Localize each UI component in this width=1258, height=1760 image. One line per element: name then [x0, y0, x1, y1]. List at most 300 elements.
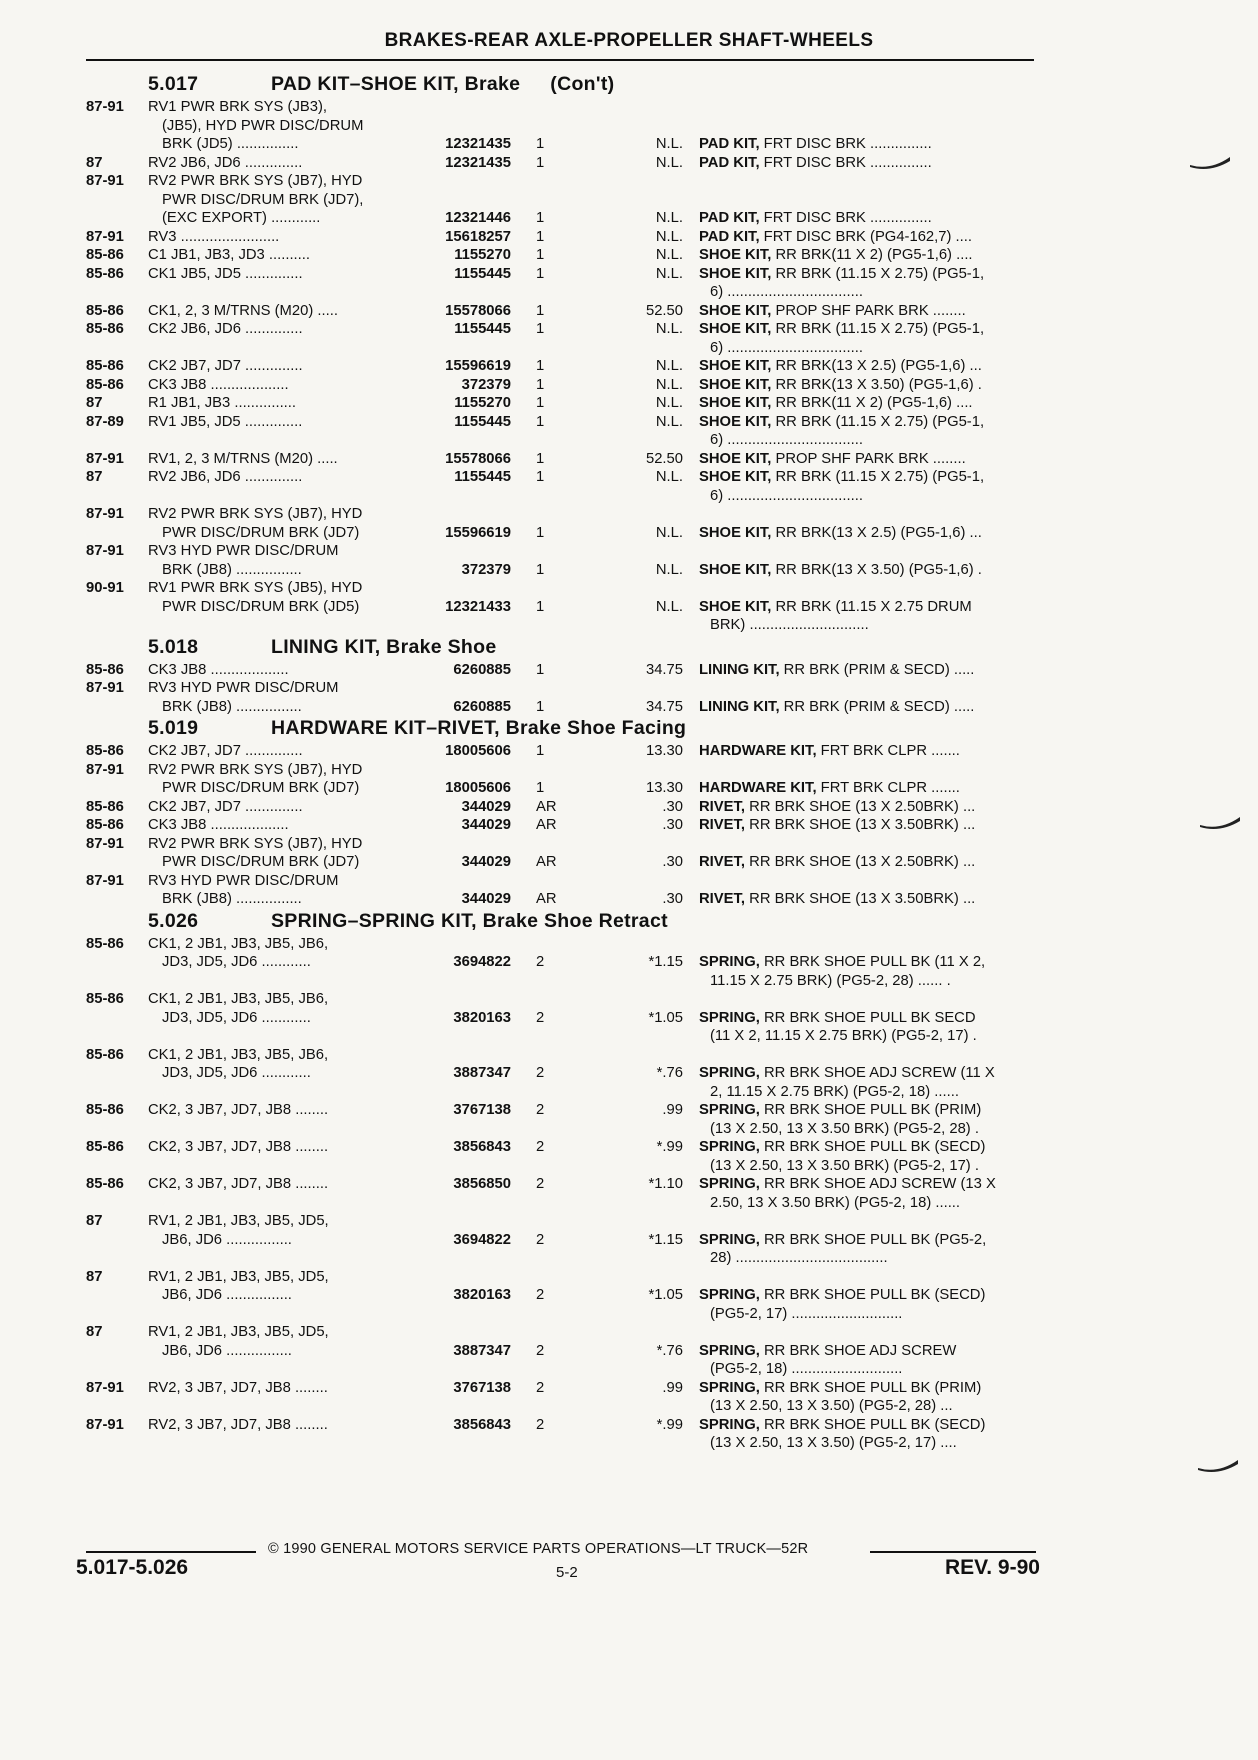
description-text: PROP SHF PARK BRK ........ [771, 302, 966, 319]
application-line: CK3 JB8 ................... [148, 376, 289, 393]
model-years: 85-86 [86, 1176, 124, 1192]
description [699, 246, 1039, 265]
description-text: BRK) ............................. [710, 617, 869, 633]
application-line: PWR DISC/DRUM BRK (JD5) [162, 598, 360, 615]
part-entry-row [86, 505, 1036, 542]
application-line: RV3 HYD PWR DISC/DRUM [148, 872, 339, 889]
description-keyword: SHOE KIT, [699, 395, 772, 411]
part-entry-row [86, 1416, 1036, 1453]
part-entry-row [86, 1323, 1036, 1379]
application-line: CK1, 2 JB1, JB3, JB5, JB6, [148, 991, 329, 1007]
description-line [699, 598, 1039, 617]
part-entry-row [86, 816, 1036, 835]
description [699, 135, 1039, 154]
price: .30 [662, 854, 683, 870]
part-entry-row [86, 835, 1036, 872]
part-entry-row [86, 542, 1036, 579]
quantity: AR [536, 798, 557, 815]
quantity: 2 [536, 1009, 545, 1026]
part-entry-row [86, 98, 1036, 154]
application-line: RV2 JB6, JD6 .............. [148, 154, 303, 171]
model-years: 87-91 [86, 99, 124, 115]
description [699, 413, 1039, 450]
part-number: 344029 [461, 891, 511, 907]
description [699, 890, 1039, 909]
part-entry-row [86, 302, 1036, 321]
description-keyword: SHOE KIT, [699, 376, 772, 393]
description-line [699, 1138, 1039, 1157]
application-line: CK1, 2 JB1, JB3, JB5, JB6, [148, 935, 329, 952]
quantity: 1 [536, 247, 545, 263]
quantity: 1 [536, 450, 545, 467]
description [699, 468, 1039, 505]
model-years: 85-86 [86, 798, 124, 815]
application-line: CK2 JB7, JD7 .............. [148, 743, 303, 759]
application-line: RV2 PWR BRK SYS (JB7), HYD [148, 761, 363, 778]
model-years: 85-86 [86, 247, 124, 263]
description-line [699, 1379, 1039, 1398]
application-line: CK1, 2 JB1, JB3, JB5, JB6, [148, 1046, 329, 1063]
part-entry-row [86, 579, 1036, 635]
part-number: 372379 [461, 376, 511, 393]
quantity: 1 [536, 598, 545, 615]
description-line [699, 524, 1039, 543]
description [699, 742, 1039, 761]
description-line [699, 1175, 1039, 1194]
price: .99 [662, 1379, 683, 1396]
description-keyword: PAD KIT, [699, 136, 760, 152]
section-title [271, 716, 686, 740]
description-text: (13 X 2.50, 13 X 3.50 BRK) (PG5-2, 17) . [710, 1157, 979, 1174]
price: N.L. [655, 228, 683, 245]
application-line: BRK (JD5) ............... [162, 136, 299, 152]
description-line [699, 953, 1039, 972]
price: .30 [662, 817, 683, 833]
model-years: 85-86 [86, 302, 124, 319]
section-title [271, 909, 668, 933]
description-keyword: RIVET, [699, 854, 746, 870]
description-line [699, 413, 1039, 432]
part-number: 15596619 [445, 358, 511, 374]
model-years: 87-91 [86, 680, 124, 696]
part-number: 1155270 [454, 395, 511, 411]
model-years: 85-86 [86, 661, 124, 678]
description-keyword: SHOE KIT, [699, 450, 772, 467]
description-line [699, 376, 1039, 395]
section-heading [86, 909, 1036, 935]
description [699, 1416, 1039, 1453]
description [699, 394, 1039, 413]
description-keyword: SHOE KIT, [699, 524, 772, 541]
description-line [699, 1305, 1039, 1324]
part-number: 1155445 [454, 265, 511, 282]
part-number: 344029 [461, 798, 511, 815]
description-text: RR BRK SHOE PULL BK (SECD) [759, 1287, 986, 1303]
price: *1.05 [648, 1009, 683, 1026]
quantity: 1 [536, 743, 545, 759]
description-keyword: SPRING, [699, 1139, 760, 1155]
part-number: 6260885 [453, 661, 511, 678]
application-line: C1 JB1, JB3, JD3 .......... [148, 247, 310, 263]
description-keyword: SHOE KIT, [699, 598, 772, 615]
quantity: 1 [536, 780, 545, 796]
quantity: 1 [536, 469, 545, 485]
description-text: RR BRK (11.15 X 2.75) (PG5-1, [771, 321, 985, 337]
description [699, 265, 1039, 302]
description-text: RR BRK(13 X 2.5) (PG5-1,6) ... [771, 358, 982, 374]
description-keyword: SPRING, [699, 1231, 760, 1248]
application-spacer [148, 1120, 493, 1139]
application-line: RV2, 3 JB7, JD7, JB8 ........ [148, 1416, 328, 1433]
description-text: RR BRK SHOE (13 X 2.50BRK) ... [745, 854, 976, 870]
application-spacer [148, 1397, 493, 1416]
application-line: PWR DISC/DRUM BRK (JD7) [162, 524, 360, 541]
application-spacer [148, 339, 493, 358]
application-line: CK2, 3 JB7, JD7, JB8 ........ [148, 1139, 329, 1155]
description-keyword: HARDWARE KIT, [699, 743, 817, 759]
model-years: 85-86 [86, 991, 124, 1007]
price: N.L. [655, 598, 683, 615]
application-line: PWR DISC/DRUM BRK (JD7) [162, 780, 360, 796]
application-line: RV3 ........................ [148, 228, 280, 245]
price: N.L. [655, 321, 683, 337]
description-text: RR BRK SHOE (13 X 3.50BRK) ... [745, 817, 976, 833]
description-text: RR BRK (11.15 X 2.75) (PG5-1, [771, 469, 985, 485]
part-entry-row [86, 1101, 1036, 1138]
model-years: 85-86 [86, 376, 124, 393]
section-heading [86, 72, 1036, 98]
part-entry-row [86, 935, 1036, 991]
model-years: 85-86 [86, 743, 124, 759]
part-entry-row [86, 679, 1036, 716]
application-spacer [148, 1027, 493, 1046]
model-years: 87 [86, 469, 103, 485]
description [699, 154, 1039, 173]
description-text: RR BRK (11.15 X 2.75) (PG5-1, [771, 265, 985, 282]
description-text: 6) ................................. [710, 339, 863, 356]
description-line [699, 265, 1039, 284]
description-line [699, 394, 1039, 413]
part-number: 12321435 [445, 136, 511, 152]
description-keyword: SHOE KIT, [699, 413, 772, 430]
application-line: BRK (JB8) ................ [162, 698, 302, 715]
binder-hole-mark [1198, 815, 1242, 833]
part-entry-row [86, 450, 1036, 469]
section-title-text: PAD KIT–SHOE KIT, Brake [271, 73, 521, 95]
model-years: 87 [86, 154, 103, 171]
price: 52.50 [645, 302, 683, 319]
price: .30 [662, 798, 683, 815]
description-keyword: SPRING, [699, 1287, 760, 1303]
description-keyword: SPRING, [699, 1009, 760, 1026]
description [699, 228, 1039, 247]
price: N.L. [655, 265, 683, 282]
description-line [699, 816, 1039, 835]
binder-hole-mark [1196, 1458, 1240, 1476]
part-entry-row [86, 1175, 1036, 1212]
footer-section-range: 5.017-5.026 [76, 1556, 189, 1579]
section-number: 5.026 [148, 909, 199, 932]
application-spacer [148, 487, 493, 506]
description [699, 1064, 1039, 1101]
price: N.L. [655, 358, 683, 374]
description-text: FRT DISC BRK ............... [759, 154, 932, 171]
part-number: 1155445 [454, 469, 511, 485]
quantity: AR [536, 891, 557, 907]
application-line: JD3, JD5, JD6 ............ [162, 1009, 311, 1026]
part-number: 12321446 [445, 210, 511, 226]
model-years: 87-91 [86, 1416, 124, 1433]
description-keyword: PAD KIT, [699, 154, 760, 171]
part-entry-row [86, 1379, 1036, 1416]
quantity: 1 [536, 413, 545, 430]
price: N.L. [655, 469, 683, 485]
description-keyword: SHOE KIT, [699, 561, 772, 578]
part-number: 15578066 [445, 302, 511, 319]
model-years: 85-86 [86, 1046, 124, 1063]
model-years: 85-86 [86, 265, 124, 282]
parts-catalog-body [86, 72, 1036, 1453]
description [699, 1286, 1039, 1323]
application-line: CK3 JB8 ................... [148, 817, 289, 833]
price: *.99 [656, 1416, 683, 1433]
quantity: 2 [536, 954, 545, 970]
description-line [699, 1434, 1039, 1453]
application-spacer [148, 616, 493, 635]
quantity: 1 [536, 154, 545, 171]
description-line [699, 890, 1039, 909]
description-text: RR BRK SHOE PULL BK (SECD) [759, 1416, 986, 1433]
price: N.L. [655, 210, 683, 226]
description-text: RR BRK SHOE PULL BK (SECD) [759, 1139, 986, 1155]
description-text: FRT DISC BRK ............... [759, 136, 932, 152]
application-spacer [148, 1194, 493, 1213]
description-text: RR BRK(13 X 3.50) (PG5-1,6) . [771, 561, 982, 578]
part-number: 12321433 [445, 598, 511, 615]
part-entry-row [86, 265, 1036, 302]
description-line [699, 1249, 1039, 1268]
model-years: 85-86 [86, 1102, 124, 1118]
part-number: 3767138 [453, 1379, 511, 1396]
footer-rule-right [870, 1551, 1036, 1553]
part-number: 3820163 [453, 1009, 511, 1026]
application-line: (EXC EXPORT) ............ [162, 210, 321, 226]
application-line: CK3 JB8 ................... [148, 661, 289, 678]
part-number: 344029 [461, 854, 511, 870]
quantity: 1 [536, 524, 545, 541]
part-number: 3856850 [453, 1176, 511, 1192]
description-keyword: SPRING, [699, 1065, 760, 1081]
part-entry-row [86, 661, 1036, 680]
application-line: RV2 PWR BRK SYS (JB7), HYD [148, 835, 363, 852]
description-keyword: SHOE KIT, [699, 321, 772, 337]
application-line: PWR DISC/DRUM BRK (JD7), [162, 191, 364, 208]
part-number: 15618257 [445, 228, 511, 245]
section-title [271, 72, 614, 96]
quantity: 1 [536, 210, 545, 226]
price: N.L. [655, 154, 683, 171]
description [699, 1138, 1039, 1175]
part-entry-row [86, 357, 1036, 376]
description-text: RR BRK SHOE ADJ SCREW [759, 1342, 957, 1359]
description-line [699, 154, 1039, 173]
description-text: FRT DISC BRK ............... [759, 210, 932, 226]
model-years: 87-91 [86, 1379, 124, 1396]
quantity: 1 [536, 698, 545, 715]
application-line: RV1, 2, 3 M/TRNS (M20) ..... [148, 450, 338, 467]
application-line: RV2 PWR BRK SYS (JB7), HYD [148, 173, 363, 189]
description-line [699, 320, 1039, 339]
description-text: RR BRK(13 X 3.50) (PG5-1,6) . [771, 376, 982, 393]
description-line [699, 228, 1039, 247]
description-keyword: SHOE KIT, [699, 247, 772, 263]
model-years: 87-91 [86, 506, 124, 522]
description-line [699, 1360, 1039, 1379]
description [699, 524, 1039, 543]
footer-page-number: 5-2 [556, 1564, 578, 1581]
application-spacer [148, 431, 493, 450]
description-line [699, 1009, 1039, 1028]
part-number: 3694822 [453, 1231, 511, 1248]
description-text: RR BRK SHOE PULL BK (PRIM) [759, 1102, 982, 1118]
application-line: BRK (JB8) ................ [162, 561, 302, 578]
model-years: 85-86 [86, 1139, 124, 1155]
price: *.76 [656, 1065, 683, 1081]
application-spacer [148, 1249, 493, 1268]
model-years: 87-91 [86, 543, 124, 559]
description-text: RR BRK SHOE ADJ SCREW (11 X [759, 1065, 995, 1081]
section-title-text: HARDWARE KIT–RIVET, Brake Shoe Facing [271, 717, 687, 739]
application-line: JB6, JD6 ................ [162, 1231, 292, 1248]
section-heading [86, 716, 1036, 742]
application-line: CK2, 3 JB7, JD7, JB8 ........ [148, 1102, 329, 1118]
application-line: JD3, JD5, JD6 ............ [162, 1065, 311, 1081]
description-line [699, 302, 1039, 321]
application-line: RV1 PWR BRK SYS (JB3), [148, 99, 327, 115]
section-number: 5.017 [148, 73, 199, 95]
price: 34.75 [645, 661, 683, 678]
description-line [699, 283, 1039, 302]
description-line [699, 1231, 1039, 1250]
quantity: 1 [536, 321, 545, 337]
description-text: 6) ................................. [710, 432, 863, 448]
price: *1.10 [648, 1176, 683, 1192]
description [699, 302, 1039, 321]
application-spacer [148, 1083, 493, 1102]
description-line [699, 661, 1039, 680]
description-line [699, 698, 1039, 717]
application-line: CK2, 3 JB7, JD7, JB8 ........ [148, 1176, 329, 1192]
description-line [699, 1027, 1039, 1046]
application-line: RV2 JB6, JD6 .............. [148, 469, 303, 485]
part-entry-row [86, 228, 1036, 247]
description-line [699, 1397, 1039, 1416]
description-keyword: RIVET, [699, 891, 746, 907]
description-line [699, 798, 1039, 817]
description [699, 661, 1039, 680]
description-line [699, 1416, 1039, 1435]
quantity: 2 [536, 1287, 545, 1303]
application-spacer [148, 1434, 493, 1453]
description-keyword: LINING KIT, [699, 661, 780, 678]
part-entry-row [86, 413, 1036, 450]
description [699, 1379, 1039, 1416]
description-keyword: SPRING, [699, 1176, 760, 1192]
description [699, 561, 1039, 580]
application-line: BRK (JB8) ................ [162, 891, 302, 907]
part-entry-row [86, 1212, 1036, 1268]
description-keyword: SHOE KIT, [699, 302, 772, 319]
description-keyword: SPRING, [699, 954, 760, 970]
price: 34.75 [645, 698, 683, 715]
description-text: FRT BRK CLPR ....... [816, 743, 960, 759]
part-number: 1155445 [454, 413, 511, 430]
part-number: 344029 [461, 817, 511, 833]
part-entry-row [86, 1046, 1036, 1102]
part-entry-row [86, 742, 1036, 761]
description-text: (13 X 2.50, 13 X 3.50 BRK) (PG5-2, 28) . [710, 1120, 979, 1137]
description-line [699, 1083, 1039, 1102]
application-spacer [148, 972, 493, 991]
quantity: 2 [536, 1065, 545, 1081]
part-number: 15596619 [445, 524, 511, 541]
part-entry-row [86, 320, 1036, 357]
description-line [699, 1157, 1039, 1176]
application-line: RV3 HYD PWR DISC/DRUM [148, 680, 339, 696]
description-text: RR BRK SHOE PULL BK (11 X 2, [759, 954, 986, 970]
description-line [699, 1286, 1039, 1305]
description-text: (13 X 2.50, 13 X 3.50) (PG5-2, 28) ... [710, 1398, 953, 1414]
description-text: 11.15 X 2.75 BRK) (PG5-2, 28) ...... . [710, 972, 951, 989]
description-text: RR BRK (PRIM & SECD) ..... [779, 698, 975, 715]
application-line: CK2 JB7, JD7 .............. [148, 358, 303, 374]
description-line [699, 853, 1039, 872]
description-keyword: PAD KIT, [699, 228, 760, 245]
quantity: 2 [536, 1379, 545, 1396]
model-years: 87 [86, 1324, 103, 1340]
application-spacer [148, 283, 493, 302]
description-text: RR BRK (11.15 X 2.75 DRUM [771, 598, 972, 615]
description-line [699, 357, 1039, 376]
application-line: RV2, 3 JB7, JD7, JB8 ........ [148, 1379, 328, 1396]
footer-rule-left [86, 1551, 256, 1553]
application-line: JB6, JD6 ................ [162, 1287, 292, 1303]
application-line: RV1 PWR BRK SYS (JB5), HYD [148, 580, 363, 596]
description [699, 779, 1039, 798]
application-line: RV1, 2 JB1, JB3, JB5, JD5, [148, 1213, 329, 1229]
quantity: 2 [536, 1102, 545, 1118]
description-text: 28) ..................................... [710, 1250, 888, 1266]
model-years: 87-91 [86, 872, 124, 889]
description [699, 1175, 1039, 1212]
part-entry-row [86, 376, 1036, 395]
part-number: 18005606 [445, 780, 511, 796]
description [699, 376, 1039, 395]
description [699, 450, 1039, 469]
part-number: 3887347 [453, 1342, 511, 1359]
description [699, 598, 1039, 635]
description [699, 1342, 1039, 1379]
part-number: 6260885 [453, 698, 511, 715]
part-number: 372379 [461, 561, 511, 578]
description-text: FRT BRK CLPR ....... [816, 780, 960, 796]
application-line: R1 JB1, JB3 ............... [148, 395, 297, 411]
price: N.L. [655, 376, 683, 393]
quantity: 1 [536, 376, 545, 393]
part-entry-row [86, 246, 1036, 265]
description [699, 357, 1039, 376]
part-number: 3856843 [453, 1416, 511, 1433]
